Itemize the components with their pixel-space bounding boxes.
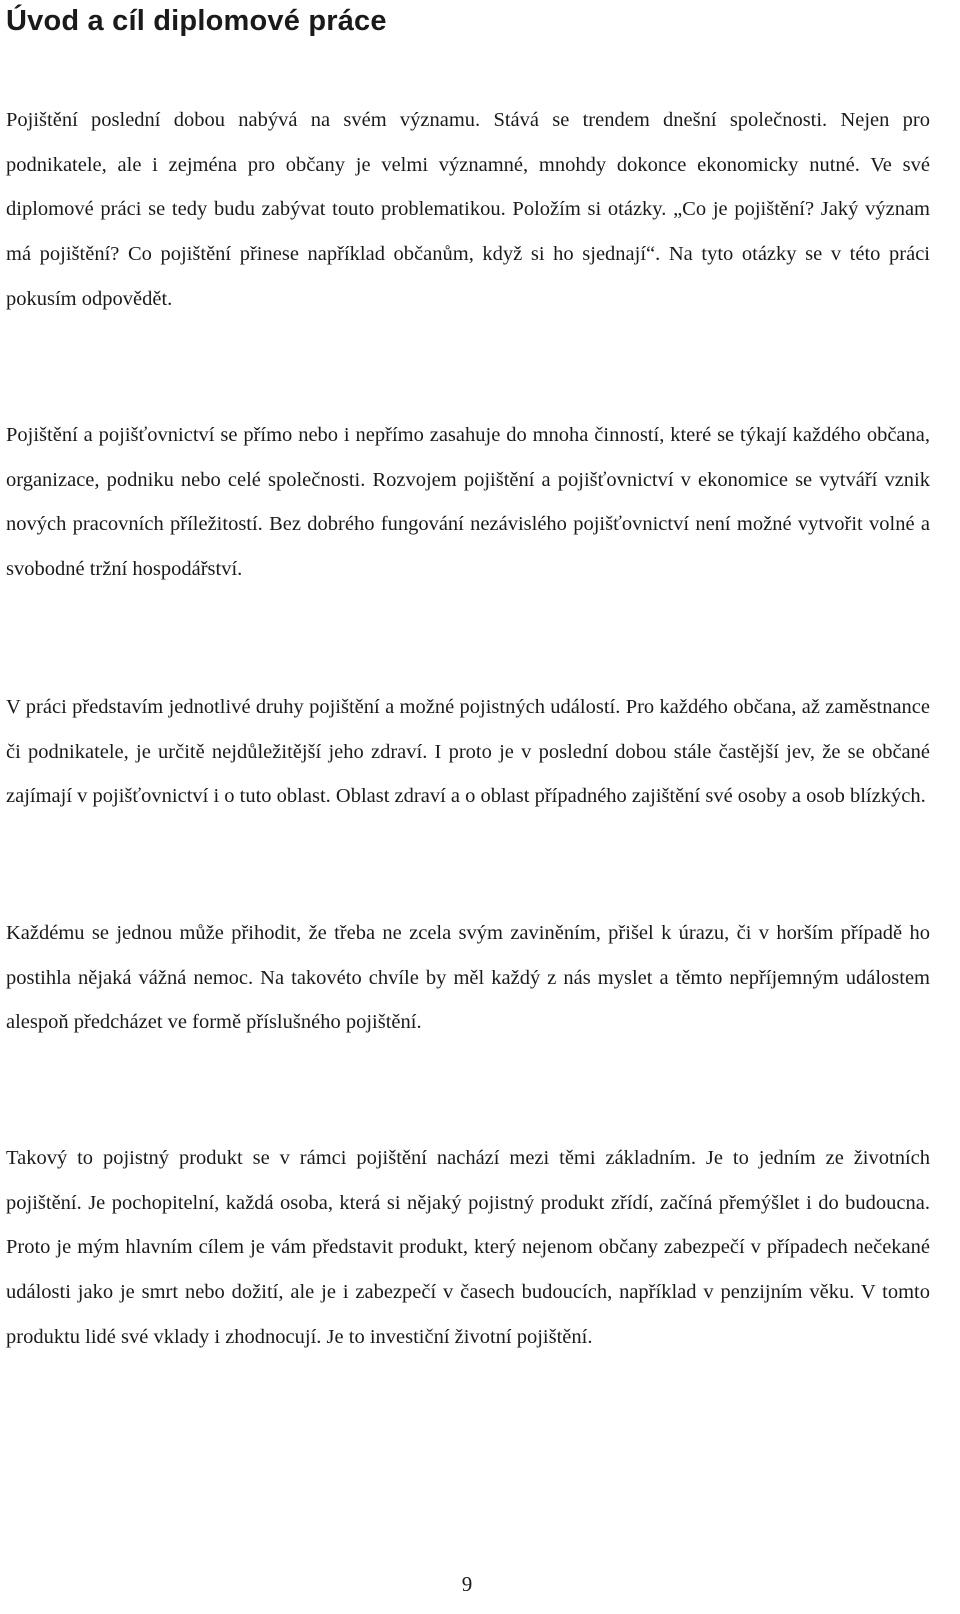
- page-number: 9: [461, 1572, 473, 1596]
- paragraph-insurance-industry: Pojištění a pojišťovnictví se přímo nebo i nepřímo zasahuje do mnoha činností, které se týkají každého občana, organizace, podniku nebo celé společnosti. Rozvojem pojištění a pojišťovnictví v ekonomice se vytváří vznik nových pracovních příležitostí. Bez dobrého fungování nezávislého pojišťovnictví není možné vytvořit volné a svobodné tržní hospodářství.: [6, 424, 930, 581]
- chapter-heading: Úvod a cíl diplomové práce: [6, 5, 387, 37]
- paragraph-goal: Takový to pojistný produkt se v rámci pojištění nachází mezi těmi základním. Je to jedním ze životních pojištění. Je pochopitelní, každá osoba, která si nějaký pojistný produkt zřídí, začíná přemýšlet i do budoucna. Proto je mým hlavním cílem je vám představit produkt, který nejenom občany zabezpečí v případech nečekané události jako je smrt nebo dožití, ale je i zabezpečí v časech budoucích, například v penzijním věku. V tomto produktu lidé své vklady i zhodnocují. Je to investiční životní pojištění.: [6, 1147, 930, 1348]
- paragraph-introduction: Pojištění poslední dobou nabývá na svém významu. Stává se trendem dnešní společnosti. Nejen pro podnikatele, ale i zejména pro občany je velmi významné, mnohdy dokonce ekonomicky nutné. Ve své diplomové práci se tedy budu zabývat touto problematikou. Položím si otázky. „Co je pojištění? Jaký význam má pojištění? Co pojištění přinese například občanům, když si ho sjednají“. Na tyto otázky se v této práci pokusím odpovědět.: [6, 109, 930, 310]
- paragraph-accidents: Každému se jednou může přihodit, že třeba ne zcela svým zaviněním, přišel k úrazu, či v horším případě ho postihla nějaká vážná nemoc. Na takovéto chvíle by měl každý z nás myslet a těmto nepříjemným událostem alespoň předcházet ve formě příslušného pojištění.: [6, 922, 930, 1034]
- paragraph-insurance-types: V práci představím jednotlivé druhy pojištění a možné pojistných událostí. Pro každého občana, až zaměstnance či podnikatele, je určitě nejdůležitější jeho zdraví. I proto je v poslední dobou stále častější jev, že se občané zajímají v pojišťovnictví i o tuto oblast. Oblast zdraví a o oblast případného zajištění své osoby a osob blízkých.: [6, 696, 930, 808]
